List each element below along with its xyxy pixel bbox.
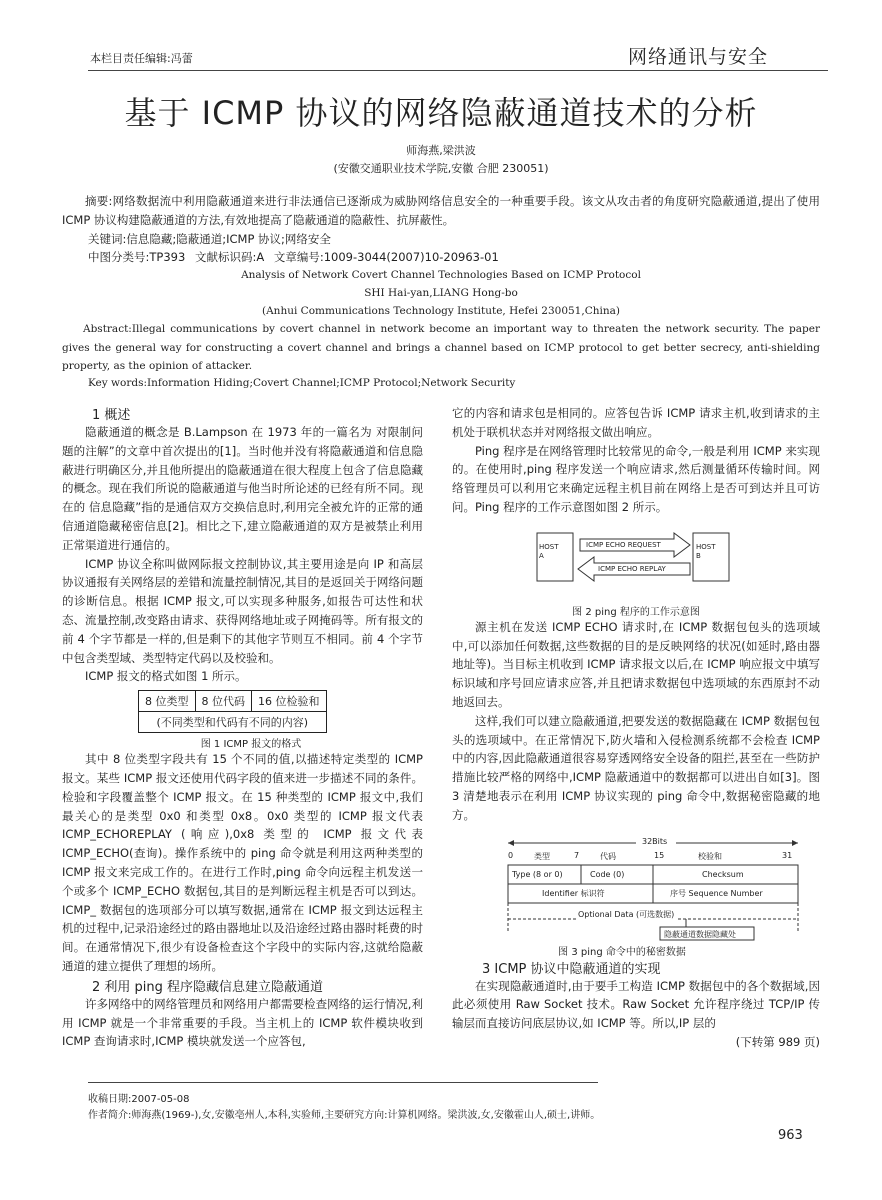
affiliation: (安徽交通职业技术学院,安徽 合肥 230051) bbox=[333, 162, 549, 175]
code-field: 8 位代码 bbox=[195, 691, 252, 712]
paragraph: 隐蔽通道的概念是 B.Lampson 在 1973 年的一篇名为 对限制问题的注解”的文章中首次提出的[1]。当时他并没有将隐蔽通道和信息隐蔽进行明确区分,并且他所提出的隐蔽通道在很大程度上包含了信息隐藏的概念。现在我们所说的隐蔽通道与他当时所论述的已经有所不同。现在的 信息隐藏”指的是通信双方交换信息时,利用完全被允许的正常的通信通道隐藏秘密信息[2]。相比之下,建立隐蔽通道的双方是被禁止利用正常渠道进行通信的。 bbox=[62, 425, 423, 552]
editor-credit: 本栏目责任编辑:冯蕾 bbox=[90, 52, 193, 65]
host-b-label: HOST B bbox=[696, 542, 716, 560]
sequence-cell: 序号 Sequence Number bbox=[670, 888, 763, 898]
optional-data-label: Optional Data (可选数据) bbox=[578, 909, 675, 919]
host-a-label: HOST A bbox=[539, 542, 559, 560]
keywords-cn: 关键词:信息隐藏;隐蔽通道;ICMP 协议;网络安全 bbox=[88, 232, 331, 246]
type-label-cn: 类型 bbox=[534, 851, 550, 861]
classification: 中图分类号:TP393 文献标识码:A 文章编号:1009-3044(2007)10-20963-01 bbox=[88, 250, 499, 264]
left-column bbox=[62, 404, 423, 1051]
abstract-cn: 摘要:网络数据流中利用隐蔽通道来进行非法通信已逐渐成为威胁网络信息安全的一种重要手段。该文从攻击者的角度研究隐蔽通道,提出了使用 ICMP 协议构建隐蔽通道的方法,有效地提高了隐蔽通道的隐蔽性、抗屏蔽性。 bbox=[62, 194, 820, 227]
section-heading-2: 2 利用 ping 程序隐藏信息建立隐蔽通道 bbox=[92, 979, 324, 995]
paper-title: 基于 ICMP 协议的网络隐蔽通道技术的分析 bbox=[124, 94, 758, 132]
section-name: 网络通讯与安全 bbox=[628, 46, 769, 68]
paragraph: 其中 8 位类型字段共有 15 个不同的值,以描述特定类型的 ICMP 报文。某些 ICMP 报文还使用代码字段的值来进一步描述不同的条件。检验和字段覆盖整个 ICMP 报文。在 15 种类型的 ICMP 报文中,我们最关心的是类型 0x0 和类型 0x8。0x0 类型的 ICMP 报文代表 ICMP_ECHOREPLAY (响应),0x8 类型的 ICMP 报文代表 ICMP_ECHO(查询)。操作系统中的 ping 命令就是利用这两种类型的 ICMP 报文来完成工作的。在进行工作时,ping 命令向远程主机发送一个或多个 ICMP_ECHO 数据包,其目的是判断远程主机是否可以到达。ICMP_ 数据包的选项部分可以填写数据,通常在 ICMP 报文到达远程主机的过程中,记录沿途经过的路由器地址以及沿途经过路由器时耗费的时间。在通常情况下,很少有设备检查这个字段中的实际内容,这就给隐蔽通道的建立提供了理想的场所。 bbox=[62, 752, 423, 973]
paragraph: 这样,我们可以建立隐蔽通道,把要发送的数据隐藏在 ICMP 数据包包头的选项域中。在正常情况下,防火墙和入侵检测系统都不会检查 ICMP 中的内容,因此隐蔽通道很容易穿透网络安全设备的阻拦,甚至在一些防护措施比较严格的网络中,ICMP 隐蔽通道中的数据都可以进出自如[3]。图 3 清楚地表示在利用 ICMP 协议实现的 ping 命令中,数据秘密隐藏的地方。 bbox=[452, 713, 820, 822]
page-number: 963 bbox=[778, 1128, 803, 1143]
affiliation-en: (Anhui Communications Technology Institute, Hefei 230051,China) bbox=[262, 305, 620, 317]
checksum-field: 16 位检验和 bbox=[252, 691, 327, 712]
paragraph: ICMP 报文的格式如图 1 所示。 bbox=[85, 669, 247, 684]
section-heading-3: 3 ICMP 协议中隐蔽通道的实现 bbox=[482, 961, 661, 977]
authors-en: SHI Hai-yan,LIANG Hong-bo bbox=[364, 287, 518, 299]
figure-1-caption: 图 1 ICMP 报文的格式 bbox=[200, 739, 302, 751]
author-bio: 作者简介:师海燕(1969-),女,安徽亳州人,本科,实验师,主要研究方向:计算机网络。梁洪波,女,安徽霍山人,硕士,讲师。 bbox=[88, 1110, 601, 1121]
content-field: (不同类型和代码有不同的内容) bbox=[139, 712, 327, 733]
footnote-rule bbox=[88, 1082, 598, 1083]
bit-15: 15 bbox=[654, 850, 665, 860]
checksum-cell: Checksum bbox=[702, 869, 744, 879]
paragraph: 许多网络中的网络管理员和网络用户都需要检查网络的运行情况,利用 ICMP 就是一个非常重要的手段。当主机上的 ICMP 软件模块收到 ICMP 查询请求时,ICMP 模块就发送一个应答包, bbox=[62, 996, 423, 1049]
section-heading-1: 1 概述 bbox=[92, 408, 131, 423]
paragraph: ICMP 协议全称叫做网际报文控制协议,其主要用途是向 IP 和高层协议通报有关网络层的差错和流量控制情况,其目的是返回关于网络问题的诊断信息。根据 ICMP 报文,可以实现多种服务,如报告可达性和状态、流量控制,改变路由请求、获得网络地址或子网掩码等。所有报文的前 4 个字节都是一样的,但是剩下的其他字节则互不相同。前 4 个字节中包含类型域、类型特定代码以及校验和。 bbox=[62, 556, 423, 665]
code-label-cn: 代码 bbox=[600, 851, 616, 861]
figure-2 bbox=[536, 525, 736, 595]
keywords-en: Key words:Information Hiding;Covert Channel;ICMP Protocol;Network Security bbox=[88, 377, 516, 389]
figure-3-caption: 图 3 ping 命令中的秘密数据 bbox=[558, 946, 686, 958]
icmp-format-table bbox=[138, 690, 327, 733]
right-column bbox=[452, 404, 820, 1052]
paragraph: 在实现隐蔽通道时,由于要手工构造 ICMP 数据包中的各个数据域,因此必须使用 Raw Socket 技术。Raw Socket 允许程序绕过 TCP/IP 传输层而直接访问底层协议,如 ICMP 等。所以,IP 层的 bbox=[452, 978, 820, 1031]
bits-label: 32Bits bbox=[642, 836, 668, 846]
figure-1 bbox=[62, 686, 423, 750]
ping-packet-diagram bbox=[506, 833, 806, 941]
abstract-en: Abstract:Illegal communications by covert channel in network become an important way to threaten the network security. The paper gives the general way for constructing a covert channel and brings a channel based on ICMP protocol to get better secrecy, anti-shielding property, as the opinion of attacker. bbox=[62, 323, 820, 372]
figure-3 bbox=[506, 833, 806, 941]
hidden-data-label: 隐蔽通道数据隐藏处 bbox=[664, 929, 736, 939]
paragraph: 它的内容和请求包是相同的。应答包告诉 ICMP 请求主机,收到请求的主机处于联机状态并对网络报文做出响应。 bbox=[452, 406, 820, 439]
identifier-cell: Identifier 标识符 bbox=[542, 888, 605, 898]
bit-7: 7 bbox=[574, 850, 580, 860]
paragraph: 源主机在发送 ICMP ECHO 请求时,在 ICMP 数据包包头的选项域中,可以添加任何数据,这些数据的目的是反映网络的状况(如延时,路由器地址等)。当目标主机收到 ICMP 请求报文以后,在 ICMP 响应报文中填写标识域和序号回应请求应答,并且把请求数据包中选项域的东西原封不动地返回去。 bbox=[452, 619, 820, 709]
figure-2-caption: 图 2 ping 程序的工作示意图 bbox=[572, 606, 700, 618]
checksum-label-cn: 校验和 bbox=[698, 851, 722, 861]
continued-note: (下转第 989 页) bbox=[735, 1034, 820, 1049]
received-date: 收稿日期:2007-05-08 bbox=[88, 1094, 190, 1105]
reply-label: ICMP ECHO REPLAY bbox=[598, 564, 666, 573]
bit-31: 31 bbox=[782, 850, 793, 860]
type-cell: Type (8 or 0) bbox=[512, 869, 563, 879]
paragraph: Ping 程序是在网络管理时比较常见的命令,一般是利用 ICMP 来实现的。在使用时,ping 程序发送一个响应请求,然后测量循环传输时间。网络管理员可以利用它来确定远程主机目前在网络上是否可到达并且可访问。Ping 程序的工作示意图如图 2 所示。 bbox=[452, 443, 820, 514]
title-en: Analysis of Network Covert Channel Technologies Based on ICMP Protocol bbox=[241, 269, 641, 281]
request-label: ICMP ECHO REQUEST bbox=[586, 540, 661, 549]
code-cell: Code (0) bbox=[590, 869, 625, 879]
authors: 师海燕,梁洪波 bbox=[406, 144, 476, 157]
type-field: 8 位类型 bbox=[139, 691, 196, 712]
bit-0: 0 bbox=[508, 850, 514, 860]
header-rule bbox=[88, 70, 828, 71]
